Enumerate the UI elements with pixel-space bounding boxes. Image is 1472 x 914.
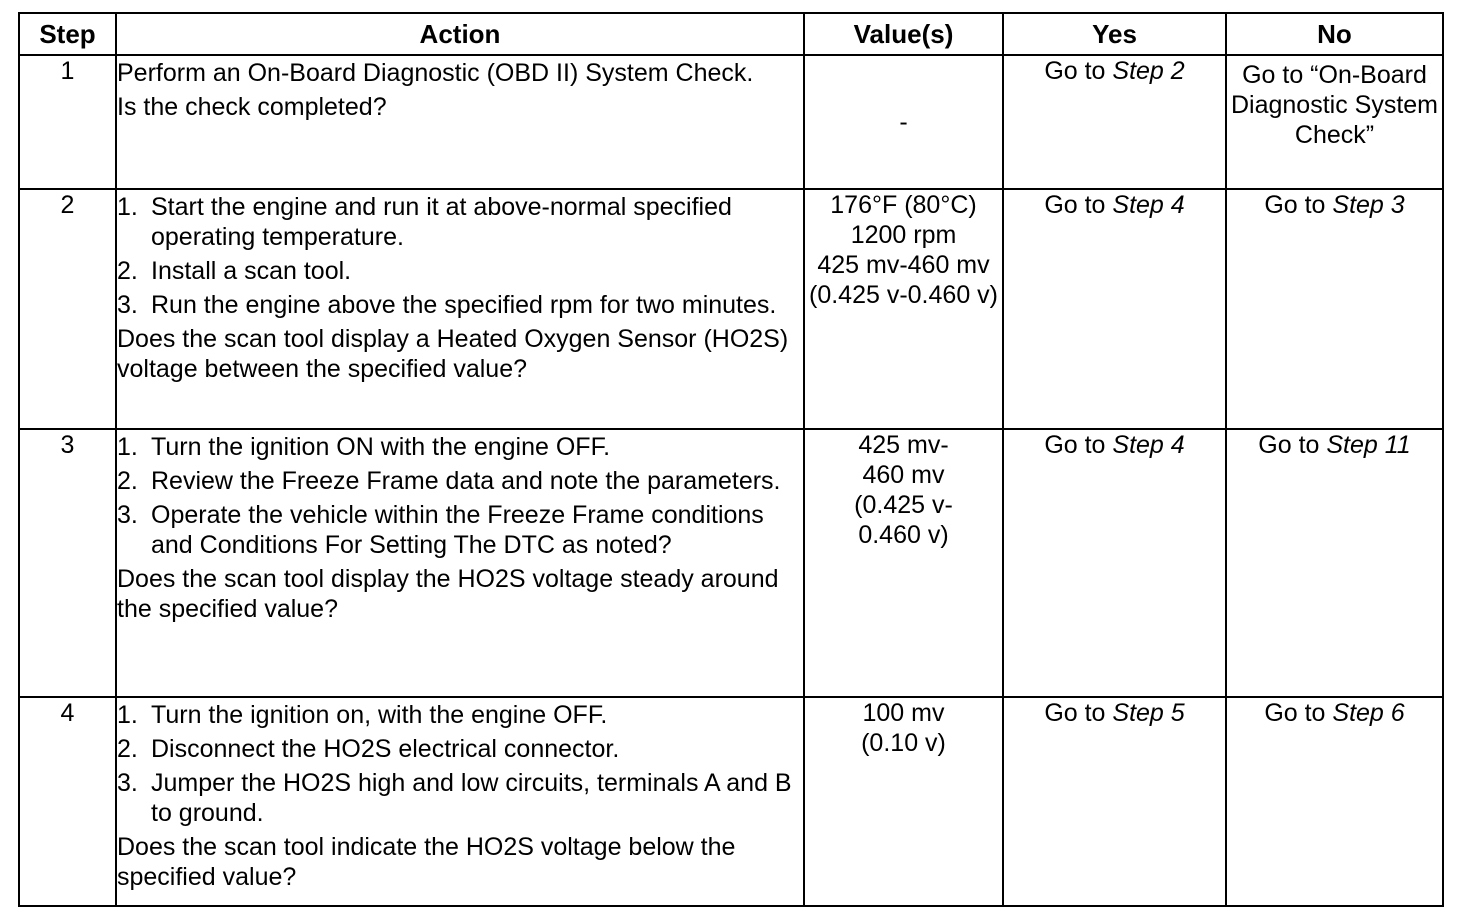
action-steps-list bbox=[117, 432, 803, 560]
yes-cell bbox=[1003, 189, 1226, 429]
action-cell bbox=[116, 429, 804, 697]
goto-step-link[interactable]: Step 2 bbox=[1112, 57, 1185, 85]
goto-step-link[interactable]: Step 6 bbox=[1332, 699, 1405, 727]
value-cell bbox=[804, 697, 1003, 906]
list-item-text: Jumper the HO2S high and low circuits, terminals A and B to ground. bbox=[151, 769, 792, 827]
list-item-text: Operate the vehicle within the Freeze Frame conditions and Conditions For Setting The DTC as noted? bbox=[151, 501, 764, 559]
list-item-text: Start the engine and run it at above-normal specified operating temperature. bbox=[151, 193, 732, 251]
list-item-number: 2. bbox=[117, 735, 138, 763]
action-question: Does the scan tool display the HO2S voltage steady around the specified value? bbox=[117, 565, 779, 623]
header-yes: Yes bbox=[1003, 13, 1226, 55]
goto-step-link[interactable]: Step 5 bbox=[1112, 699, 1185, 727]
list-item-number: 3. bbox=[117, 769, 138, 797]
goto-prefix: Go to bbox=[1258, 431, 1327, 459]
action-cell bbox=[116, 697, 804, 906]
list-item-number: 1. bbox=[117, 193, 138, 221]
action-instruction: Perform an On-Board Diagnostic (OBD II) System Check. bbox=[117, 59, 754, 87]
yes-cell bbox=[1003, 429, 1226, 697]
list-item-number: 3. bbox=[117, 291, 138, 319]
list-item-text: Turn the ignition ON with the engine OFF. bbox=[151, 433, 611, 461]
value-line: 425 mv-460 mv (0.425 v-0.460 v) bbox=[809, 251, 998, 309]
list-item bbox=[117, 734, 803, 764]
action-cell bbox=[116, 189, 804, 429]
value-line: (0.425 v- bbox=[854, 491, 953, 519]
list-item bbox=[117, 192, 803, 252]
no-cell bbox=[1226, 429, 1443, 697]
header-no: No bbox=[1226, 13, 1443, 55]
goto-obd-system-check-link[interactable]: Go to “On-Board Diagnostic System Check” bbox=[1230, 61, 1439, 149]
value-line: (0.10 v) bbox=[861, 729, 946, 757]
step-number: 1 bbox=[19, 55, 116, 189]
action-steps-list bbox=[117, 700, 803, 828]
value-line: 460 mv bbox=[862, 461, 945, 489]
goto-step-link[interactable]: Step 4 bbox=[1112, 431, 1185, 459]
no-cell bbox=[1226, 697, 1443, 906]
value-cell bbox=[804, 189, 1003, 429]
value-cell bbox=[804, 55, 1003, 189]
goto-step-link[interactable]: Step 11 bbox=[1326, 431, 1411, 459]
list-item-number: 2. bbox=[117, 257, 138, 285]
list-item-text: Disconnect the HO2S electrical connector. bbox=[151, 735, 620, 763]
action-question: Does the scan tool indicate the HO2S voltage below the specified value? bbox=[117, 833, 736, 891]
action-steps-list bbox=[117, 192, 803, 320]
goto-prefix: Go to bbox=[1264, 699, 1333, 727]
list-item-text: Run the engine above the specified rpm for two minutes. bbox=[151, 291, 777, 319]
list-item-text: Turn the ignition on, with the engine OFF. bbox=[151, 701, 608, 729]
list-item bbox=[117, 290, 803, 320]
yes-cell bbox=[1003, 55, 1226, 189]
list-item bbox=[117, 768, 803, 828]
step-number: 3 bbox=[19, 429, 116, 697]
action-question: Is the check completed? bbox=[117, 93, 387, 121]
value-cell bbox=[804, 429, 1003, 697]
list-item-number: 3. bbox=[117, 501, 138, 529]
header-values: Value(s) bbox=[804, 13, 1003, 55]
value-line: 176°F (80°C) bbox=[830, 191, 977, 219]
step-number: 4 bbox=[19, 697, 116, 906]
value-line: - bbox=[899, 108, 908, 136]
list-item-number: 1. bbox=[117, 433, 138, 461]
list-item-number: 2. bbox=[117, 467, 138, 495]
diagnostic-table bbox=[18, 12, 1444, 907]
list-item bbox=[117, 500, 803, 560]
yes-cell bbox=[1003, 697, 1226, 906]
goto-prefix: Go to bbox=[1044, 699, 1113, 727]
goto-step-link[interactable]: Step 3 bbox=[1332, 191, 1405, 219]
list-item bbox=[117, 256, 803, 286]
step-number: 2 bbox=[19, 189, 116, 429]
no-cell bbox=[1226, 55, 1443, 189]
list-item-text: Review the Freeze Frame data and note the parameters. bbox=[151, 467, 781, 495]
header-step: Step bbox=[19, 13, 116, 55]
table-row-step-4 bbox=[19, 697, 1443, 906]
header-action: Action bbox=[116, 13, 804, 55]
list-item-number: 1. bbox=[117, 701, 138, 729]
goto-prefix: Go to bbox=[1044, 431, 1113, 459]
list-item bbox=[117, 700, 803, 730]
action-cell bbox=[116, 55, 804, 189]
value-line: 1200 rpm bbox=[850, 221, 957, 249]
table-row-step-2 bbox=[19, 189, 1443, 429]
goto-prefix: Go to bbox=[1044, 57, 1113, 85]
goto-step-link[interactable]: Step 4 bbox=[1112, 191, 1185, 219]
no-cell bbox=[1226, 189, 1443, 429]
list-item bbox=[117, 432, 803, 462]
list-item bbox=[117, 466, 803, 496]
goto-prefix: Go to bbox=[1044, 191, 1113, 219]
table-row-step-3 bbox=[19, 429, 1443, 697]
value-line: 0.460 v) bbox=[858, 521, 949, 549]
list-item-text: Install a scan tool. bbox=[151, 257, 352, 285]
header-row bbox=[19, 13, 1443, 55]
table-row-step-1 bbox=[19, 55, 1443, 189]
action-question: Does the scan tool display a Heated Oxygen Sensor (HO2S) voltage between the specified value? bbox=[117, 325, 789, 383]
goto-prefix: Go to bbox=[1264, 191, 1333, 219]
value-line: 425 mv- bbox=[858, 431, 949, 459]
value-line: 100 mv bbox=[862, 699, 945, 727]
